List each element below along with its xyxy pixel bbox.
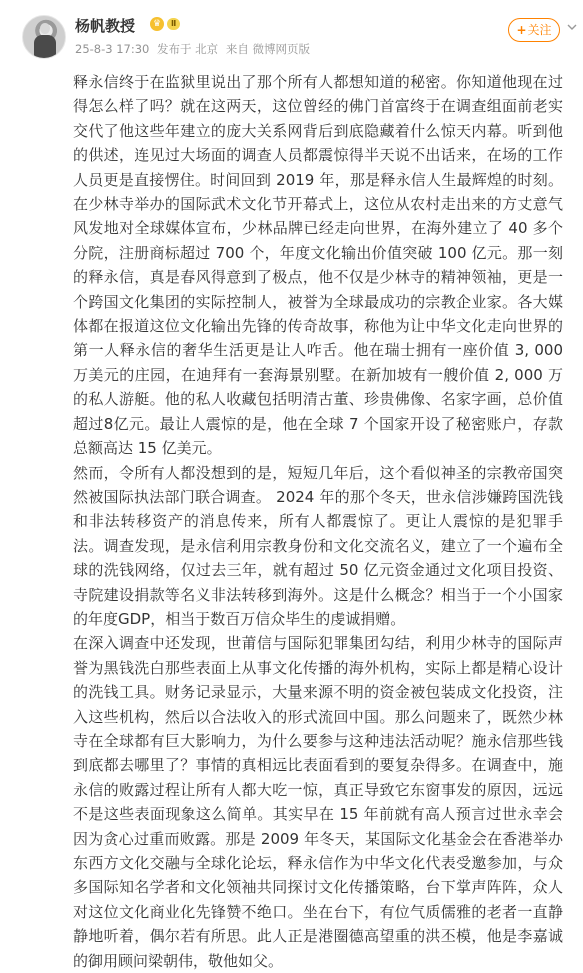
post-paragraph: 然而，令所有人都没想到的是，短短几年后，这个看似神圣的宗教帝国突然被国际执法部门联合调查。 2024 年的那个冬天，世永信涉嫌跨国洗钱和非法转移资产的消息传来，所有人都震惊了。更让人震惊的是犯罪手法。调查发现，是永信利用宗教身份和文化交流名义，建立了一个遍布全球的洗钱网络，仅过去三年，就有超过 50 亿元资金通过文化项目投资、寺院建设捐款等名义非法转移到海外。这是什么概念？相当于一个小国家的年度GDP，相当于数百万信众毕生的虔诚捐赠。	[73, 463, 563, 628]
post-source: 来自 微博网页版	[225, 42, 310, 56]
follow-label: 关注	[527, 23, 552, 37]
post-paragraph: 释永信终于在监狱里说出了那个所有人都想知道的秘密。你知道他现在过得怎么样了吗？就在这两天，这位曾经的佛门首富终于在调查组面前老实交代了他这些年建立的庞大关系网背后到底隐藏着什么惊天内幕。听到他的供述，连见过大场面的调查人员都震惊得半天说不出话来，在场的工作人员更是直接愣住。时间回到 2019 年，那是释永信人生最辉煌的时刻。在少林寺举办的国际武术文化节开幕式上，这位从农村走出来的方丈意气风发地对全球媒体宣布，少林品牌已经走向世界，在海外建立了 40 多个分院，注册商标超过 700 个，年度文化输出价值突破 100 亿元。那一刻的释永信，真是春风得意到了极点，他不仅是少林寺的精神领袖，更是一个跨国文化集团的实际控制人，被誉为全球最成功的宗教企业家。各大媒体都在报道这位文化输出先锋的传奇故事，称他为让中华文化走向世界的第一人释永信的奢华生活更是让人咋舌。他在瑞士拥有一座价值 3, 000 万美元的庄园，在迪拜有一套海景别墅。在新加坡有一艘价值 2, 000 万的私人游艇。他的私人收藏包括明清古董、珍贵佛像、名家字画，总价值超过8亿元。最让人震惊的是，他在全球 7 个国家开设了秘密账户，存款总额高达 15 亿美元。	[73, 73, 563, 458]
plus-icon: +	[516, 23, 527, 37]
chevron-down-icon[interactable]	[566, 21, 578, 33]
post-timestamp[interactable]: 25-8-3 17:30	[75, 42, 150, 56]
follow-button[interactable]	[508, 18, 560, 42]
author-name[interactable]: 杨帆教授	[75, 17, 136, 35]
post-location: 发布于 北京	[157, 42, 219, 56]
post-paragraph: 在深入调查中还发现，世莆信与国际犯罪集团勾结，利用少林寺的国际声誉为黑钱洗白那些表面上从事文化传播的海外机构，实际上都是精心设计的洗钱工具。财务记录显示，大量来源不明的资金被包装成文化投资，注入这些机构，然后以合法收入的形式流回中国。那么问题来了，既然少林寺在全球都有巨大影响力，为什么要参与这种违法活动呢？施永信那些钱到底都去哪里了？事情的真相远比表面看到的要复杂得多。在调查中，施永信的败露过程让所有人都大吃一惊，真正导致它东窗事发的原因，远远不是这些表面现象这么简单。其实早在 15 年前就有高人预言过世永幸会因为贪心过重而败露。那是 2009 年冬天，某国际文化基金会在香港举办东西方文化交融与全球化论坛，释永信作为中华文化代表受邀参加，与众多国际知名学者和文化领袖共同探讨文化传播策略，台下掌声阵阵，众人对这位文化商业化先锋赞不绝口。坐在台下，有位气质儒雅的老者一直静静地听着，偶尔若有所思。此人正是港圈德高望重的洪丕模，他是李嘉诚的御用顾问梁朝伟，敬他如父。	[73, 634, 563, 970]
avatar[interactable]	[22, 15, 66, 59]
crown-icon: ♛	[150, 17, 164, 31]
post-meta	[75, 41, 314, 57]
post-header	[0, 0, 583, 70]
avatar-body	[34, 35, 56, 59]
post-body	[73, 70, 563, 973]
avatar-head	[40, 23, 50, 34]
level-badge: Ⅱ	[167, 18, 180, 30]
